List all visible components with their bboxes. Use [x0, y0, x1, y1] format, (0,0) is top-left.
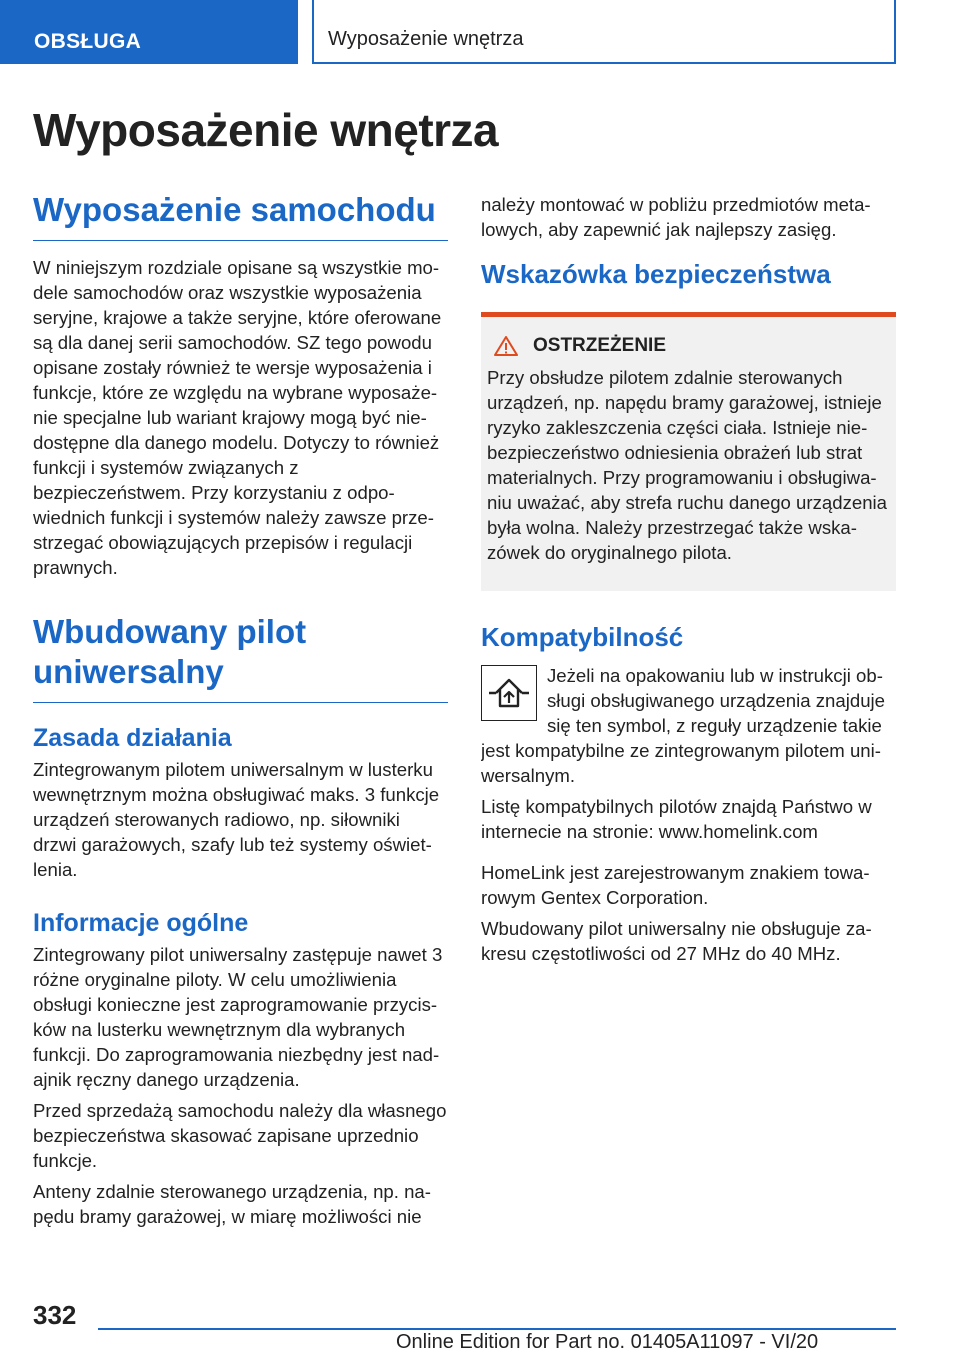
equipment-text: W niniejszym rozdziale opisane są wszystkie modele samochodów oraz wszystkie wyposażenia seryjne, krajowe a także seryjne, które oferowane są dla danej serii samochodów. SZ tego powodu opisane zostały również te wersje wyposażenia i funkcje, które ze względu na wybrane wyposażenie specjalne lub wariant krajowy mogą być niedostępne dla danego modelu. Dotyczy to również funkcji i systemów związanych z bezpieczeństwem. Przy korzystaniu z odpowiednich funkcji i systemów należy zawsze przestrzegać obowiązujących przepisów i regulacji prawnych.	[33, 257, 442, 578]
equipment-heading: Wyposażenie samochodu	[33, 190, 448, 241]
compat-block	[481, 663, 896, 794]
compat-text: Jeżeli na opakowaniu lub w instrukcji obsługi obsługiwanego urządzenia znajduje się ten symbol, z reguły urządzenie takie jest kompatybilne ze zintegrowanym pilotem uniwersalnym.	[481, 665, 886, 786]
safety-heading: Wskazówka bezpieczeństwa	[481, 259, 831, 289]
edition-text: Online Edition for Part no. 01405A11097 - VI/20	[396, 1331, 819, 1353]
warning-icon	[493, 335, 519, 357]
page-title: Wyposażenie wnętrza	[33, 104, 499, 156]
general-text-2: Przed sprzedażą samochodu należy dla własnego bezpieczeństwa skasować zapisane uprzednio funkcje.	[33, 1100, 447, 1171]
page-number: 332	[33, 1300, 77, 1330]
principle-heading: Zasada działania	[33, 724, 232, 752]
compat-heading: Kompatybilność	[481, 622, 684, 652]
right-column	[481, 192, 896, 972]
warning-box	[481, 317, 896, 591]
homelink-text: HomeLink jest zarejestrowanym znakiem towarowym Gentex Corporation.	[481, 862, 870, 908]
general-heading: Informacje ogólne	[33, 909, 249, 937]
pilot-heading: Wbudowany pilot uniwersalny	[33, 612, 448, 703]
frequency-text: Wbudowany pilot uniwersalny nie obsługuje zakresu częstotliwości od 27 MHz do 40 MHz.	[481, 918, 872, 964]
continued-text: należy montować w pobliżu przedmiotów metalowych, aby zapewnić jak najlepszy zasięg.	[481, 194, 871, 240]
list-text: Listę kompatybilnych pilotów znajdą Państwo w internecie na stronie: www.homelink.com	[481, 796, 872, 842]
section-tab: OBSŁUGA	[0, 0, 298, 64]
principle-text: Zintegrowanym pilotem uniwersalnym w lusterku wewnętrznym można obsługiwać maks. 3 funkcje urządzeń sterowanych radiowo, np. siłowniki drzwi garażowych, szafy lub też systemy oświetlenia.	[33, 759, 440, 880]
warning-header	[487, 335, 890, 357]
footer-divider	[98, 1328, 896, 1330]
chapter-title: Wyposażenie wnętrza	[312, 0, 896, 64]
warning-text: Przy obsłudze pilotem zdalnie sterowanych urządzeń, np. napędu bramy garażowej, istnieje ryzyko zakleszczenia części ciała. Istnieje niebezpieczeństwo odniesienia obrażeń lub strat materialnych. Przy programowaniu i obsługiwaniu uważać, aby strefa ruchu danego urządzenia była wolna. Należy przestrzegać także wskazówek do oryginalnego pilota.	[487, 367, 888, 563]
general-text-3: Anteny zdalnie sterowanego urządzenia, np. napędu bramy garażowej, w miarę możliwości nie	[33, 1181, 431, 1227]
warning-label: OSTRZEŻENIE	[533, 335, 667, 356]
homelink-house-icon	[481, 665, 537, 721]
left-column	[33, 190, 448, 1235]
general-text-1: Zintegrowany pilot uniwersalny zastępuje nawet 3 różne oryginalne piloty. W celu umożliwienia obsługi konieczne jest zaprogramowanie przycisków na lusterku wewnętrznym dla wybranych funkcji. Do zaprogramowania niezbędny jest nadajnik ręczny danego urządzenia.	[33, 944, 443, 1090]
